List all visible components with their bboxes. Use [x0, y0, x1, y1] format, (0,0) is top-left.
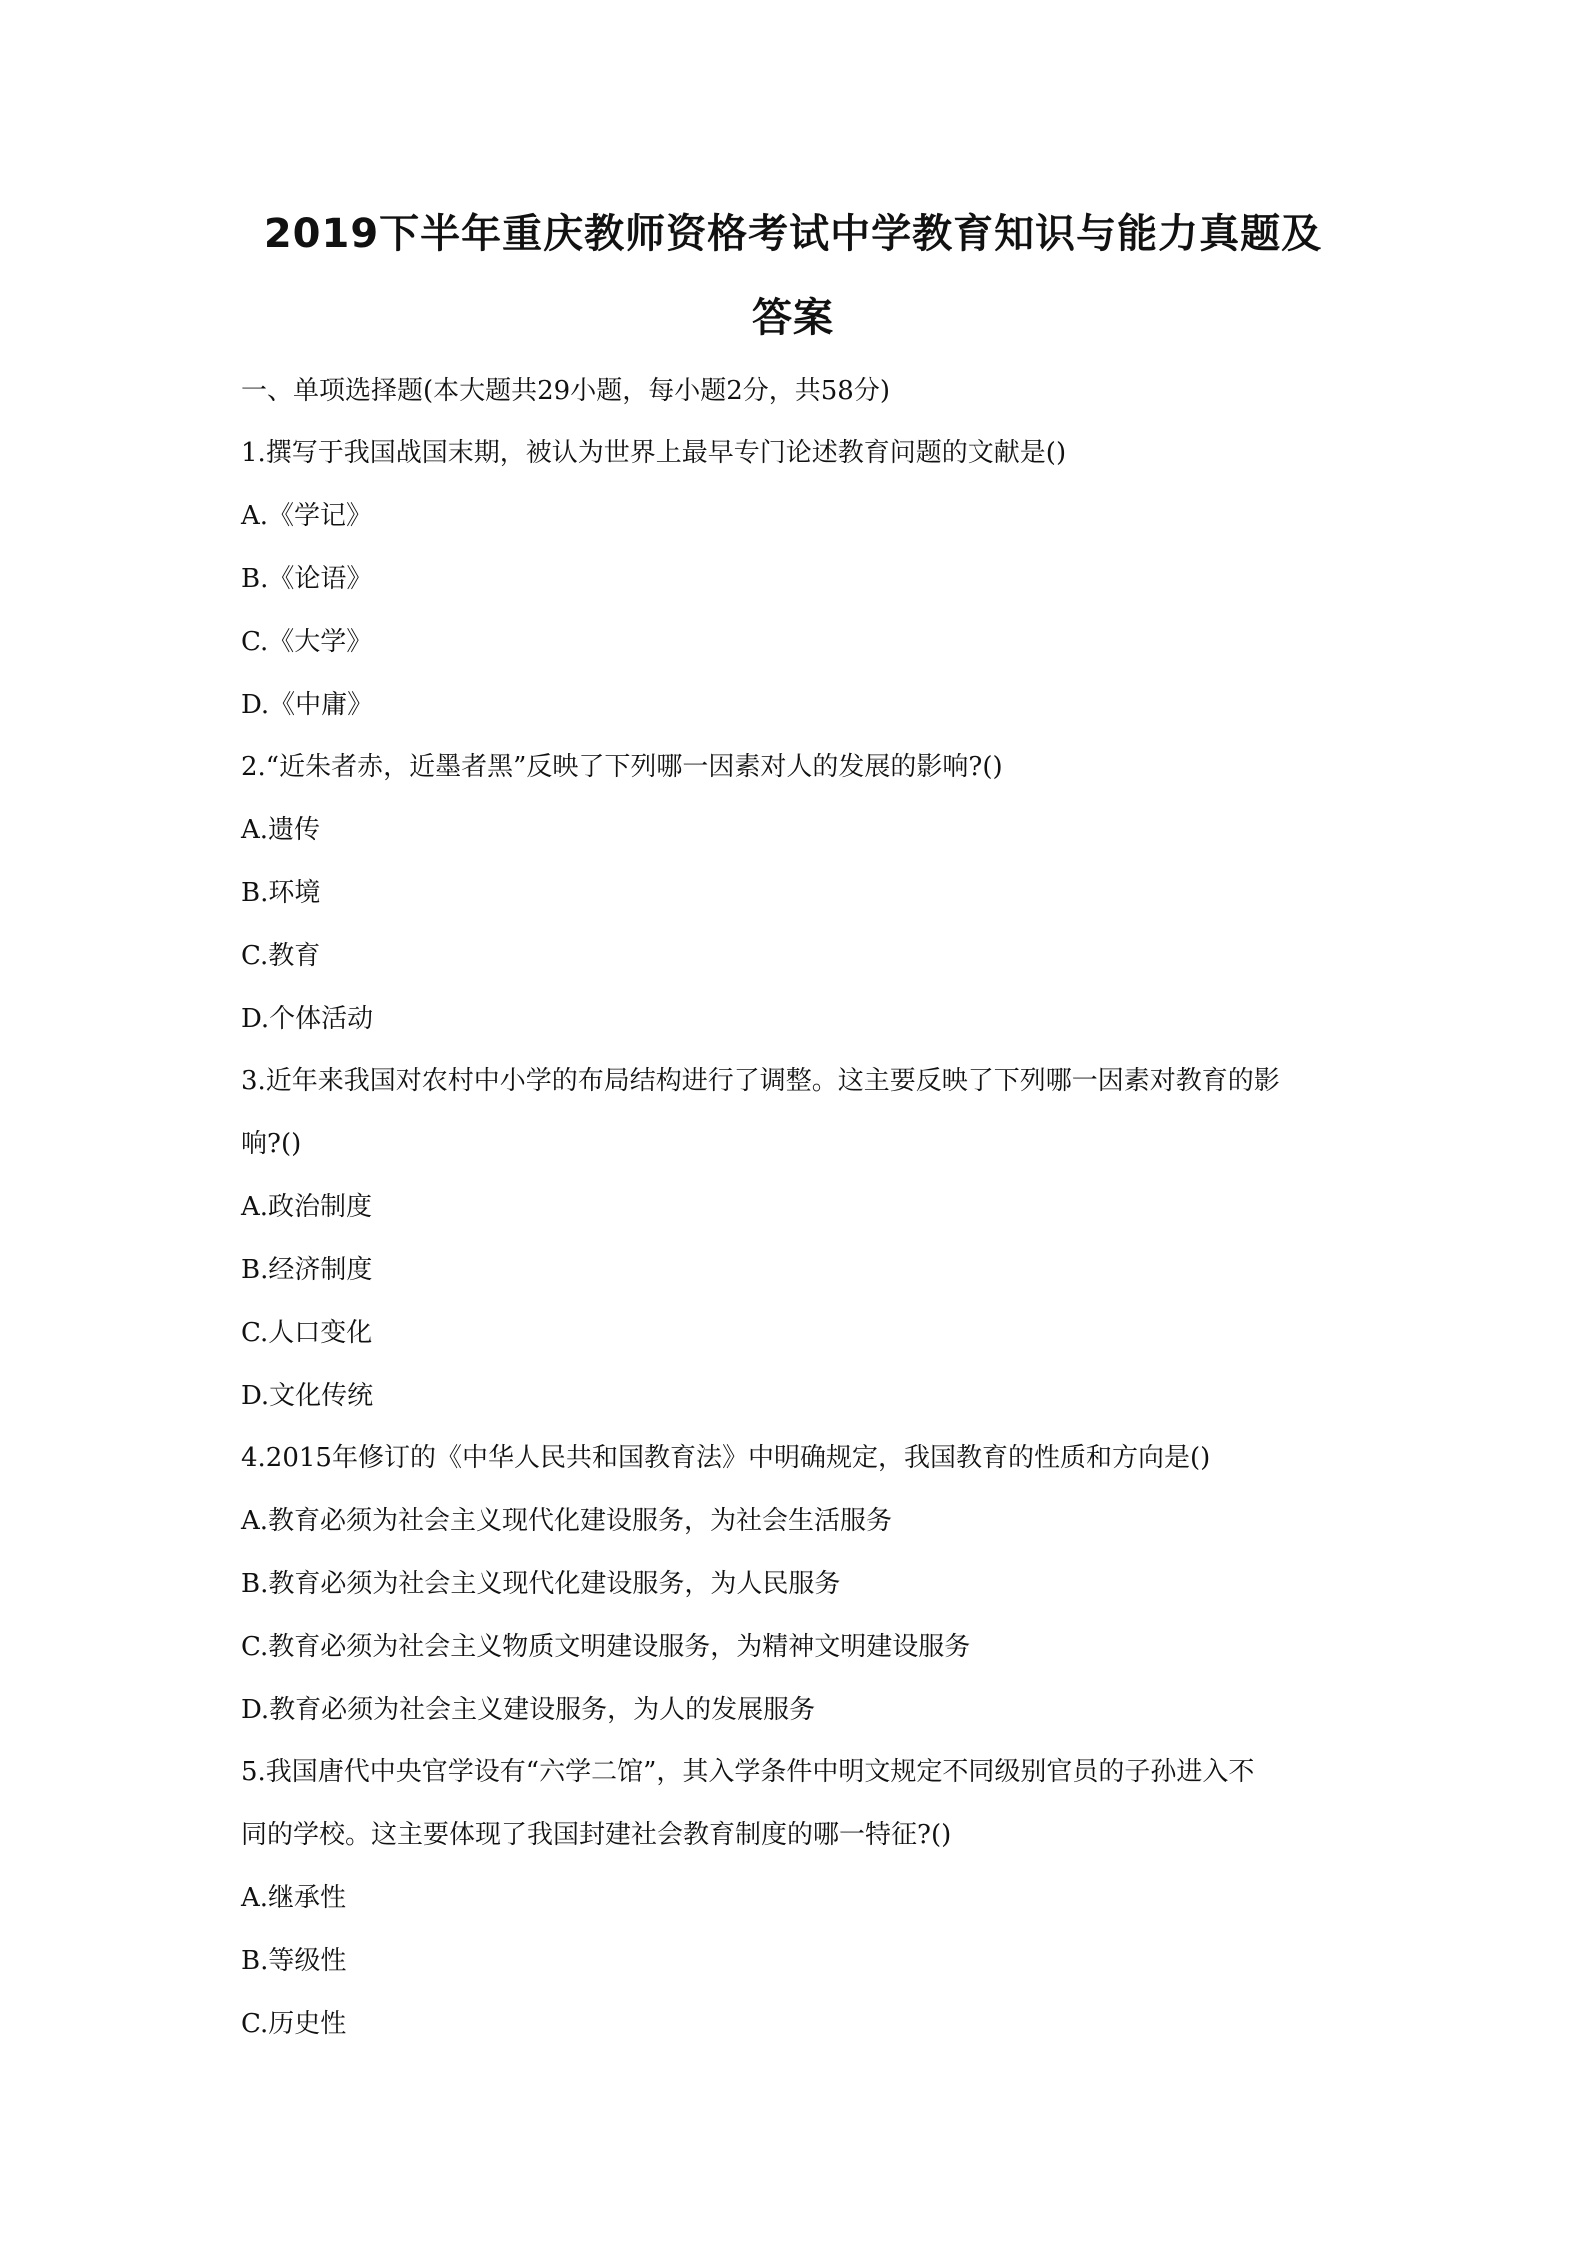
- question-4-option-c: C.教育必须为社会主义物质文明建设服务，为精神文明建设服务: [241, 1632, 971, 1662]
- question-2-option-b: B.环境: [241, 878, 321, 908]
- question-4-option-b: B.教育必须为社会主义现代化建设服务，为人民服务: [241, 1569, 841, 1599]
- question-4-option-d: D.教育必须为社会主义建设服务，为人的发展服务: [241, 1695, 816, 1725]
- question-2-option-c: C.教育: [241, 941, 321, 971]
- question-5-option-a: A.继承性: [241, 1883, 347, 1913]
- question-1-stem: 1.撰写于我国战国末期，被认为世界上最早专门论述教育问题的文献是(): [241, 438, 1067, 468]
- question-1-option-d: D.《中庸》: [241, 690, 374, 720]
- question-5-stem-line-2: 同的学校。这主要体现了我国封建社会教育制度的哪一特征?(): [241, 1820, 952, 1850]
- question-1-option-b: B.《论语》: [241, 564, 373, 594]
- question-3-option-b: B.经济制度: [241, 1255, 373, 1285]
- question-1-option-a: A.《学记》: [241, 501, 373, 531]
- document-title-line-2: 答案: [752, 295, 834, 341]
- section-heading: 一、单项选择题(本大题共29小题，每小题2分，共58分): [241, 376, 890, 406]
- question-4-stem: 4.2015年修订的《中华人民共和国教育法》中明确规定，我国教育的性质和方向是(): [241, 1443, 1211, 1473]
- document-title-line-1: 2019下半年重庆教师资格考试中学教育知识与能力真题及: [263, 211, 1323, 257]
- question-2-option-d: D.个体活动: [241, 1004, 374, 1034]
- question-5-option-b: B.等级性: [241, 1946, 347, 1976]
- question-3-option-a: A.政治制度: [241, 1192, 373, 1222]
- question-3-stem-line-2: 响?(): [241, 1129, 302, 1159]
- question-3-option-d: D.文化传统: [241, 1381, 374, 1411]
- question-2-stem: 2.“近朱者赤，近墨者黑”反映了下列哪一因素对人的发展的影响?(): [241, 752, 1003, 782]
- question-5-stem-line-1: 5.我国唐代中央官学设有“六学二馆”，其入学条件中明文规定不同级别官员的子孙进入不: [241, 1757, 1255, 1787]
- question-2-option-a: A.遗传: [241, 815, 321, 845]
- question-4-option-a: A.教育必须为社会主义现代化建设服务，为社会生活服务: [241, 1506, 893, 1536]
- question-5-option-c: C.历史性: [241, 2009, 347, 2039]
- question-1-option-c: C.《大学》: [241, 627, 373, 657]
- question-3-option-c: C.人口变化: [241, 1318, 373, 1348]
- question-3-stem-line-1: 3.近年来我国对农村中小学的布局结构进行了调整。这主要反映了下列哪一因素对教育的影: [241, 1066, 1280, 1096]
